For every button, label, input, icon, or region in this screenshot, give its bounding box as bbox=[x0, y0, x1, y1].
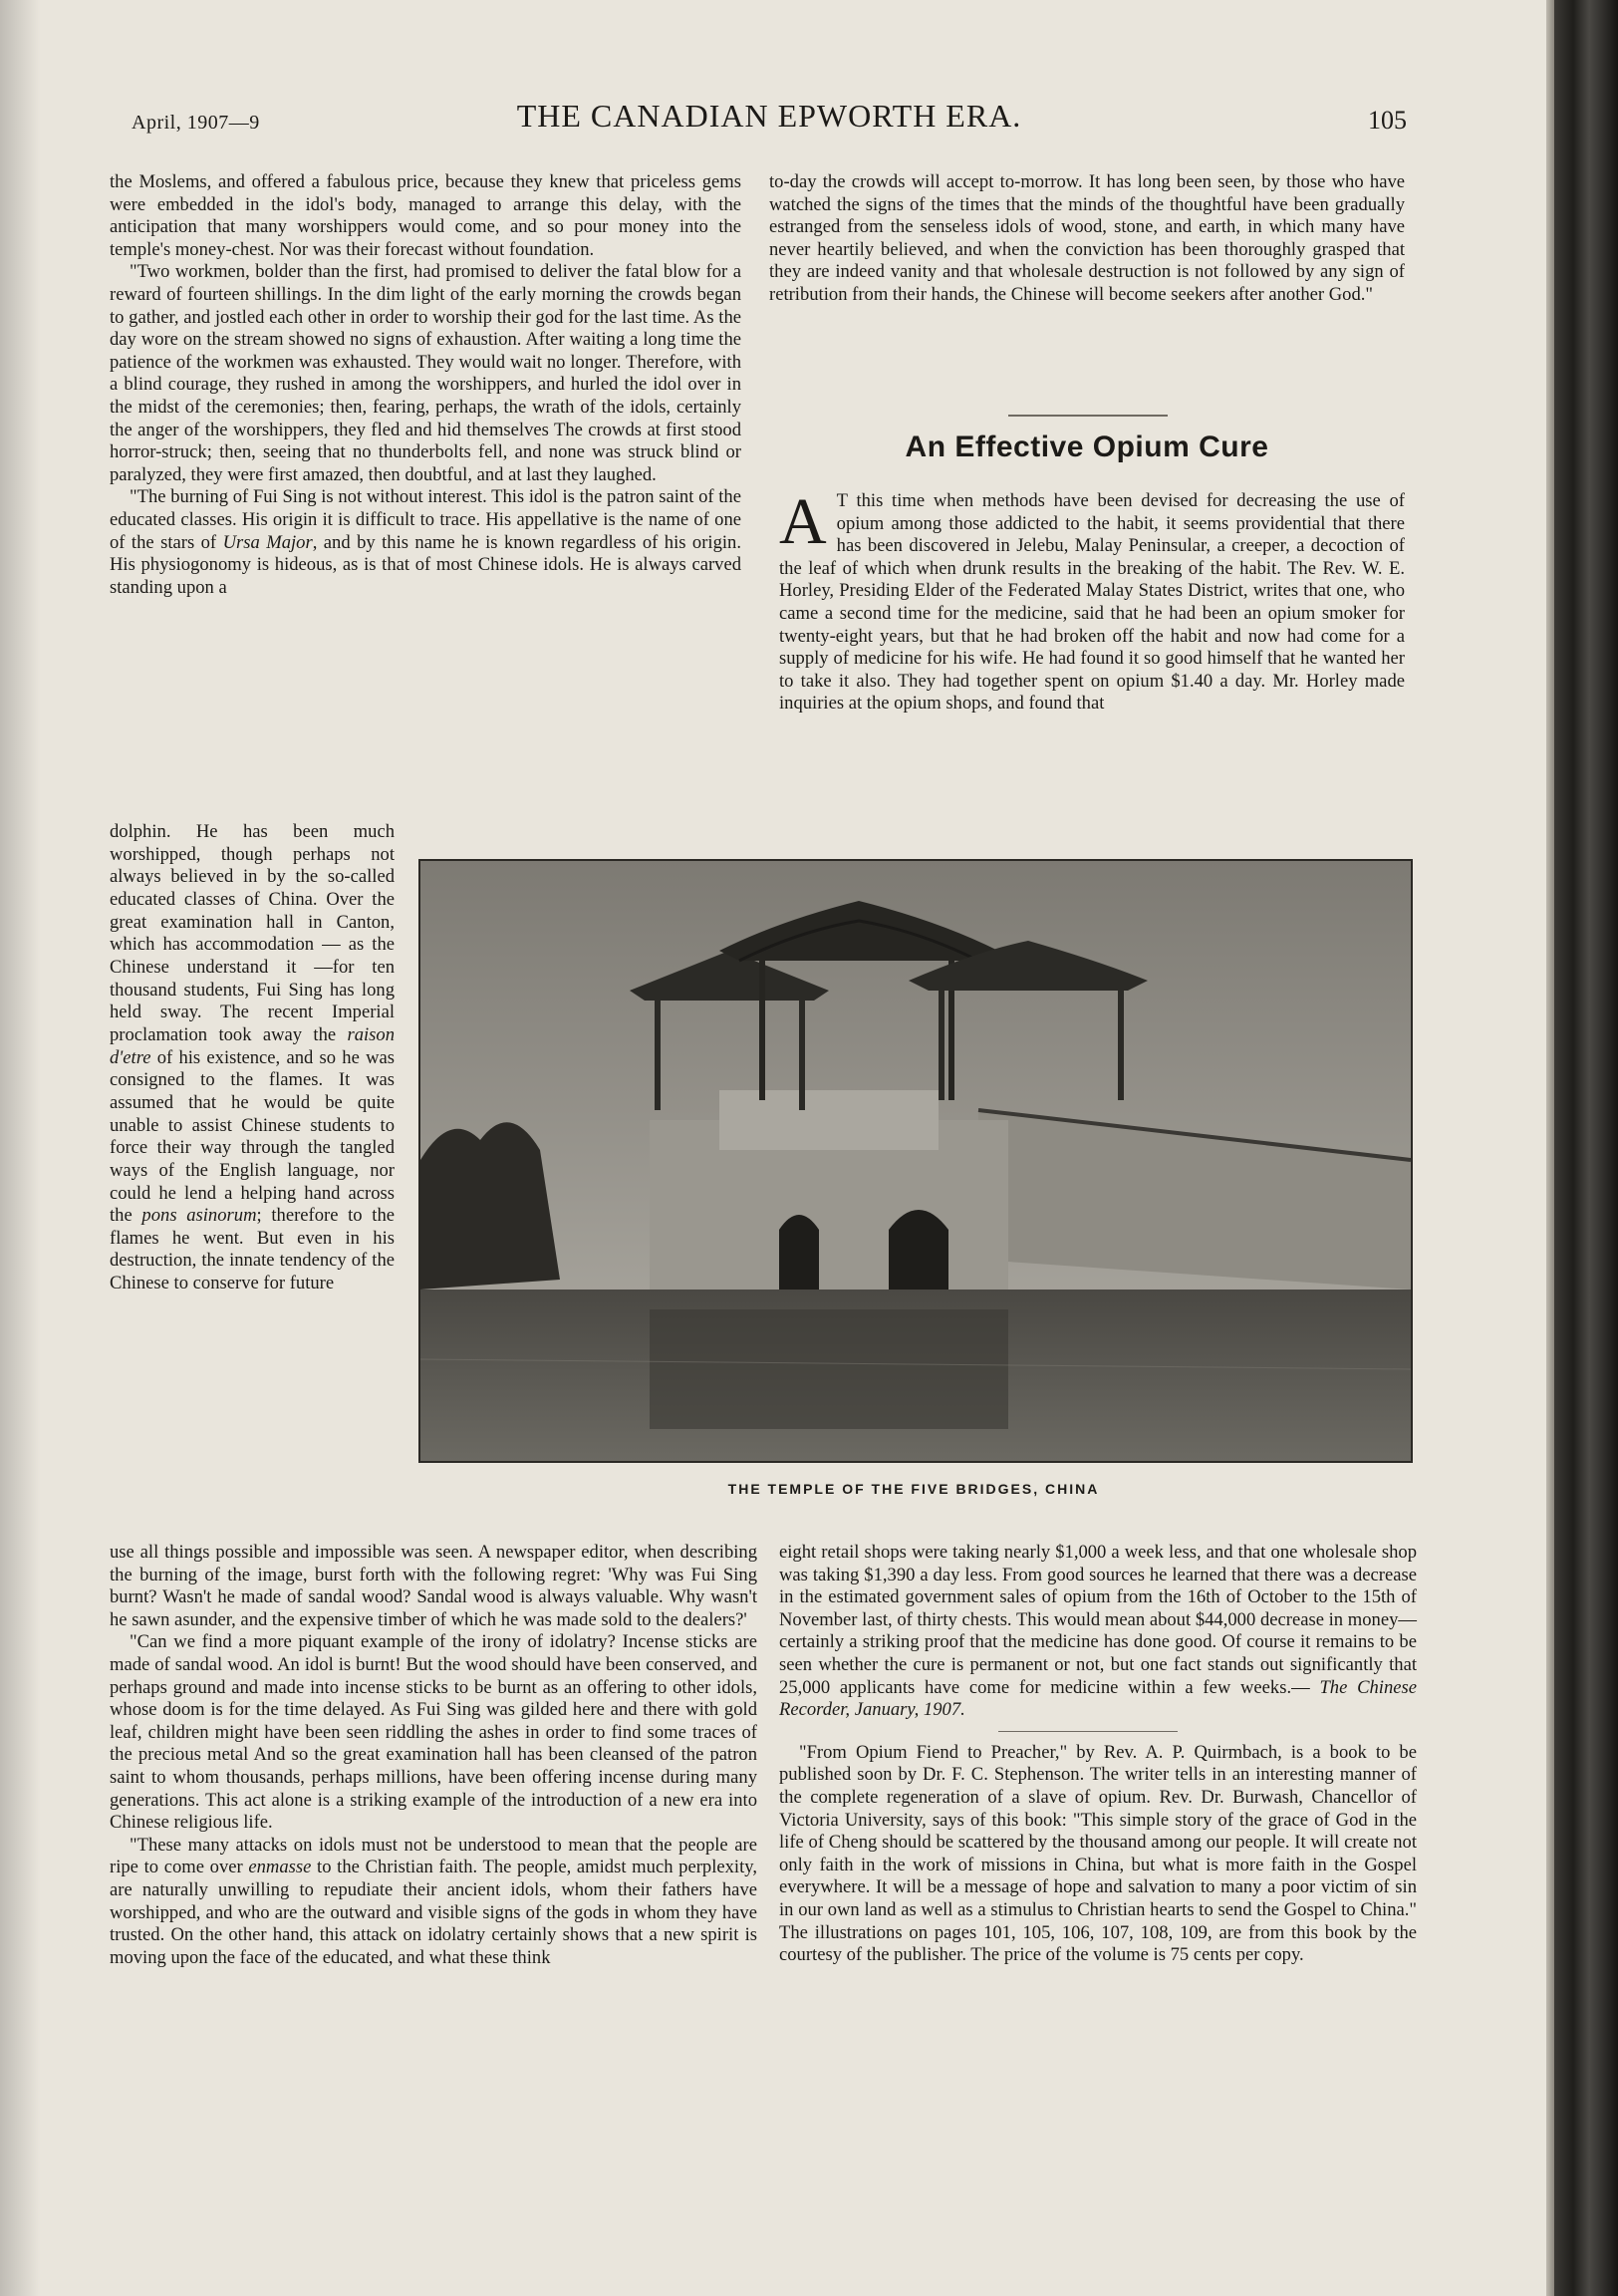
paragraph: "Two workmen, bolder than the first, had promised to deliver the fatal blow for a reward of fourteen shillings. In the dim light of the early morning the crowds began to gather, and jostled each other in order to worship their god for the last time. As the day wore on the stream showed no signs of exhaustion. After waiting a long time the patience of the workmen was exhausted. They would wait no longer. Therefore, with a blind courage, they rushed in among the worshippers, and hurled the idol over in the midst of the ceremonies; then, fearing, perhaps, the wrath of the idols, certainly the anger of the worshippers, they fled and hid themselves The crowds at first stood horror-struck; then, seeing that no thunderbolts fell, and none was struck blind or paralyzed, they were first amazed, then doubtful, and at last they laughed. bbox=[110, 261, 741, 485]
paragraph: to-day the crowds will accept to-morrow. It has long been seen, by those who have watched the signs of the times that the minds of the thoughtful have been gradually estranged from the senseless idols of wood, stone, and earth, in which many have never heartily believed, and when the conviction has been thoroughly grasped that they are indeed vanity and that wholesale destruction is not followed by any sign of retribution from their hands, the Chinese will become seekers after another God." bbox=[769, 171, 1405, 305]
dropcap: A bbox=[779, 485, 827, 558]
pons-asinorum-text: pons asinorum bbox=[141, 1205, 257, 1227]
paragraph: A T this time when methods have been devised for decreasing the use of opium among those addicted to the habit, it seems providential that there has been discovered in Jelebu, Malay Peninsular, a creeper, a decoction of the leaf of which when drunk results in the breaking of the habit. The Rev. W. E. Horley, Presiding Elder of the Federated Malay States District, writes that one, who came a second time for the medicine, said that he had been an opium smoker for twenty-eight years, but that he had broken off the habit and now had come for a supply of medicine for his wife. He had found it so good himself that he wanted her to take it also. They had together spent on opium $1.40 a day. Mr. Horley made inquiries at the opium shops, and found that bbox=[779, 485, 1405, 715]
paragraph: "These many attacks on idols must not be understood to mean that the people are ripe to come over enmasse to the Christian faith. The people, amidst much perplexity, are naturally unwilling to repudiate their ancient idols, whom their fathers have worshipped, and who are the outward and visible signs of the gods in whom they have trusted. On the other hand, this attack on idolatry certainly shows that a new spirit is moving upon the face of the educated, and what these think bbox=[110, 1834, 757, 1968]
left-column-narrow bbox=[110, 821, 395, 1295]
paragraph: the Moslems, and offered a fabulous price, because they knew that priceless gems were embedded in the idol's body, managed to arrange this delay, with the anticipation that many worshippers would come, and so pour money into the temple's money-chest. Nor was their forecast without foundation. bbox=[110, 171, 741, 260]
article-heading: An Effective Opium Cure bbox=[905, 430, 1269, 463]
en-masse-text: enmasse bbox=[248, 1857, 312, 1878]
article-source: The Chinese Recorder, January, 1907. bbox=[779, 1676, 1417, 1721]
ursa-major-text: Ursa Major bbox=[222, 531, 313, 553]
page-edge bbox=[1546, 0, 1554, 2296]
divider-space bbox=[779, 1722, 1417, 1742]
left-column-top bbox=[110, 171, 741, 599]
issue-date: April, 1907—9 bbox=[132, 112, 260, 134]
right-column-bottom bbox=[779, 1542, 1417, 1967]
left-column-bottom bbox=[110, 1542, 757, 1969]
page-header bbox=[132, 98, 1407, 142]
temple-illustration bbox=[420, 861, 1411, 1461]
book-notice: "From Opium Fiend to Preacher," by Rev. A. P. Quirmbach, is a book to be published soon by Dr. F. C. Stephenson. The writer tells in an interesting manner of the complete regeneration of a slave of opium. Rev. Dr. Burwash, Chancellor of Victoria University, says of this book: "This simple story of the grace of God in the life of Cheng should be scattered by the thousand among our people. It will create not only faith in the work of missions in China, but what is more faith in the Gospel everywhere. It will be a message of hope and salvation to many a poor victim of sin in our own land as well as a stimulus to Christian hearts to send the Gospel to China." The illustrations on pages 101, 105, 106, 107, 108, 109, are from this book by the courtesy of the publisher. The price of the volume is 75 cents per copy. bbox=[779, 1741, 1417, 1966]
temple-photograph bbox=[418, 859, 1413, 1463]
paragraph: dolphin. He has been much worshipped, though perhaps not always believed in by the so-called educated classes of China. Over the great examination hall in Canton, which has accommodation — as the Chinese understand it —for ten thousand students, Fui Sing has long held sway. The recent Imperial proclamation took away the raison d'etre of his existence, and so he was consigned to the flames. It was assumed that he would be quite unable to assist Chinese students to force their way through the tangled ways of the English language, nor could he lend a helping hand across the pons asinorum; therefore to the flames he went. But even in his destruction, the innate tendency of the Chinese to conserve for future bbox=[110, 821, 396, 1294]
paragraph: eight retail shops were taking nearly $1,000 a week less, and that one wholesale shop was taking $1,390 a day less. From good sources he learned that there was a decrease in the estimated government sales of opium from the 16th of October to the 15th of November last, of thirty chests. This would mean about $44,000 decrease in money—certainly a striking proof that the medicine has done good. Of course it remains to be seen whether the cure is permanent or not, but one fact stands out significantly that 25,000 applicants have come for medicine within a few weeks.— The Chinese Recorder, January, 1907. bbox=[779, 1542, 1417, 1721]
book-spine bbox=[1554, 0, 1618, 2296]
page-number: 105 bbox=[1368, 106, 1407, 135]
paragraph: "Can we find a more piquant example of the irony of idolatry? Incense sticks are made of sandal wood. An idol is burnt! But the wood should have been conserved, and perhaps ground and made into incense sticks to be burnt as an offering to other idols, whose doom is for the time delayed. As Fui Sing was gilded here and there with gold leaf, children might have been seen riddling the ashes in order to find some traces of the precious metal And so the great examination hall has been cleansed of the patron saint to whom thousands, perhaps millions, have been offering incense during many generations. This act alone is a striking example of the introduction of a new era into Chinese religious life. bbox=[110, 1631, 757, 1834]
paragraph: "The burning of Fui Sing is not without interest. This idol is the patron saint of the educated classes. His origin it is difficult to trace. His appellative is the name of one of the stars of Ursa Major, and by this name he is known regardless of his origin. His physiogonomy is hideous, as is that of most Chinese idols. He is always carved standing upon a bbox=[110, 486, 741, 598]
figure-caption: THE TEMPLE OF THE FIVE BRIDGES, CHINA bbox=[727, 1481, 1100, 1497]
raison-detre-text: raison d'etre bbox=[110, 1023, 395, 1068]
paragraph: use all things possible and impossible was seen. A newspaper editor, when describing the burning of the image, burst forth with the following regret: 'Why was Fui Sing burnt? Wasn't he made of sandal wood? Sandal wood is always valuable. Why wasn't he sawn asunder, and the expensive timber of which he was made sold to the dealers?' bbox=[110, 1542, 757, 1630]
section-divider bbox=[1008, 415, 1168, 417]
right-column-top bbox=[769, 171, 1405, 307]
opium-article-body bbox=[779, 485, 1405, 716]
journal-title: THE CANADIAN EPWORTH ERA. bbox=[516, 98, 1022, 134]
section-divider bbox=[998, 1731, 1178, 1732]
gutter-shadow bbox=[0, 0, 40, 2296]
